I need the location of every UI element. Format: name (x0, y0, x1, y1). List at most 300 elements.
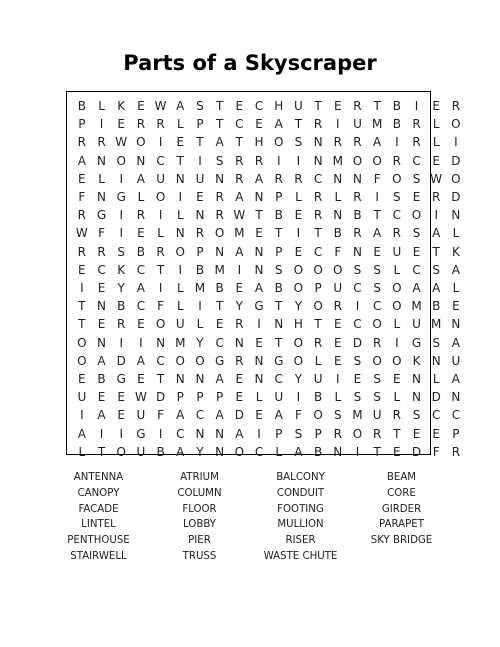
grid-letter[interactable]: C (353, 317, 362, 332)
grid-letter[interactable]: A (432, 281, 441, 296)
grid-letter[interactable]: R (215, 190, 224, 205)
grid-letter[interactable]: N (254, 244, 264, 259)
grid-letter[interactable]: A (254, 171, 264, 186)
grid-letter[interactable]: R (313, 335, 323, 350)
grid-letter[interactable]: K (117, 99, 126, 114)
grid-letter[interactable]: P (314, 426, 322, 441)
grid-letter[interactable]: S (215, 153, 224, 168)
grid-letter[interactable]: R (136, 117, 146, 132)
grid-letter[interactable]: O (313, 262, 323, 277)
grid-letter[interactable]: E (137, 226, 145, 241)
grid-letter[interactable]: I (119, 226, 123, 241)
grid-letter[interactable]: P (176, 390, 184, 405)
grid-letter[interactable]: S (353, 390, 362, 405)
grid-letter[interactable]: Y (294, 299, 303, 314)
grid-letter[interactable]: M (352, 408, 363, 423)
grid-letter[interactable]: A (235, 190, 244, 205)
grid-letter[interactable]: U (451, 353, 461, 368)
grid-letter[interactable]: P (196, 390, 204, 405)
grid-letter[interactable]: G (411, 335, 422, 350)
grid-letter[interactable]: C (432, 408, 441, 423)
grid-letter[interactable]: I (158, 208, 163, 223)
grid-letter[interactable]: N (175, 372, 185, 387)
grid-letter[interactable]: A (77, 153, 86, 168)
grid-letter[interactable]: E (412, 244, 421, 259)
grid-letter[interactable]: B (274, 208, 283, 223)
grid-letter[interactable]: I (296, 390, 301, 405)
grid-letter[interactable]: N (97, 299, 107, 314)
grid-letter[interactable]: T (314, 99, 322, 114)
grid-letter[interactable]: E (97, 317, 106, 332)
grid-letter[interactable]: U (392, 244, 402, 259)
grid-letter[interactable]: I (99, 426, 104, 441)
grid-letter[interactable]: E (255, 226, 263, 241)
grid-letter[interactable]: O (372, 317, 382, 332)
grid-letter[interactable]: L (196, 317, 204, 332)
grid-letter[interactable]: B (392, 117, 401, 132)
grid-letter[interactable]: O (313, 299, 323, 314)
grid-letter[interactable]: P (216, 390, 224, 405)
grid-letter[interactable]: L (393, 262, 401, 277)
grid-letter[interactable]: F (373, 171, 381, 186)
grid-letter[interactable]: S (294, 426, 303, 441)
grid-letter[interactable]: L (176, 208, 184, 223)
grid-letter[interactable]: N (215, 426, 225, 441)
grid-letter[interactable]: O (214, 226, 225, 241)
grid-letter[interactable]: I (395, 135, 399, 150)
grid-letter[interactable]: E (255, 335, 263, 350)
grid-letter[interactable]: A (215, 408, 224, 423)
grid-letter[interactable]: T (215, 299, 224, 314)
grid-letter[interactable]: C (97, 262, 106, 277)
grid-letter[interactable]: E (412, 426, 421, 441)
grid-letter[interactable]: P (196, 117, 204, 132)
grid-letter[interactable]: E (97, 390, 106, 405)
grid-letter[interactable]: I (178, 190, 183, 205)
grid-letter[interactable]: B (353, 208, 362, 223)
grid-letter[interactable]: H (254, 135, 264, 150)
grid-letter[interactable]: A (235, 426, 244, 441)
grid-letter[interactable]: R (392, 226, 402, 241)
grid-letter[interactable]: L (432, 117, 440, 132)
grid-letter[interactable]: P (314, 281, 322, 296)
grid-letter[interactable]: W (75, 226, 88, 241)
grid-letter[interactable]: A (77, 426, 86, 441)
grid-letter[interactable]: B (392, 99, 401, 114)
grid-letter[interactable]: L (275, 444, 283, 459)
grid-letter[interactable]: E (78, 262, 86, 277)
grid-letter[interactable]: B (215, 281, 224, 296)
grid-letter[interactable]: L (98, 99, 105, 114)
grid-letter[interactable]: T (373, 99, 381, 114)
grid-letter[interactable]: T (235, 135, 244, 150)
grid-letter[interactable]: C (254, 99, 264, 114)
grid-letter[interactable]: N (175, 226, 185, 241)
grid-letter[interactable]: E (78, 372, 86, 387)
grid-letter[interactable]: R (274, 171, 283, 186)
grid-letter[interactable]: U (77, 390, 87, 405)
grid-letter[interactable]: D (155, 390, 166, 405)
grid-letter[interactable]: B (313, 390, 323, 405)
grid-letter[interactable]: O (234, 444, 245, 459)
grid-letter[interactable]: C (136, 299, 146, 314)
letter-grid[interactable] (66, 91, 461, 459)
grid-letter[interactable]: T (373, 444, 381, 459)
grid-letter[interactable]: C (195, 408, 205, 423)
grid-letter[interactable]: F (157, 408, 165, 423)
grid-letter[interactable]: W (115, 135, 128, 150)
grid-letter[interactable]: S (412, 226, 421, 241)
grid-letter[interactable]: C (156, 353, 165, 368)
grid-letter[interactable]: E (333, 353, 342, 368)
grid-letter[interactable]: A (97, 408, 106, 423)
grid-letter[interactable]: O (451, 117, 461, 132)
grid-letter[interactable]: G (96, 208, 107, 223)
grid-letter[interactable]: N (412, 390, 422, 405)
grid-letter[interactable]: R (313, 208, 323, 223)
grid-letter[interactable]: C (313, 171, 323, 186)
grid-letter[interactable]: R (235, 153, 244, 168)
grid-letter[interactable]: I (158, 426, 163, 441)
grid-letter[interactable]: I (454, 135, 458, 150)
grid-letter[interactable]: L (176, 117, 184, 132)
grid-letter[interactable]: N (333, 171, 343, 186)
grid-letter[interactable]: Y (117, 281, 125, 296)
grid-letter[interactable]: R (117, 317, 126, 332)
grid-letter[interactable]: R (97, 135, 106, 150)
grid-letter[interactable]: S (196, 99, 204, 114)
grid-letter[interactable]: E (452, 299, 460, 314)
grid-letter[interactable]: L (137, 190, 145, 205)
grid-letter[interactable]: O (155, 317, 166, 332)
grid-letter[interactable]: R (353, 99, 362, 114)
grid-letter[interactable]: N (313, 153, 323, 168)
grid-letter[interactable]: U (353, 117, 362, 132)
grid-letter[interactable]: T (215, 117, 224, 132)
grid-letter[interactable]: A (136, 281, 146, 296)
grid-letter[interactable]: A (274, 117, 283, 132)
grid-letter[interactable]: R (235, 317, 244, 332)
grid-letter[interactable]: I (237, 262, 242, 277)
grid-letter[interactable]: E (333, 99, 342, 114)
grid-letter[interactable]: O (116, 153, 126, 168)
grid-letter[interactable]: U (372, 408, 382, 423)
grid-letter[interactable]: U (136, 408, 146, 423)
grid-letter[interactable]: O (273, 135, 284, 150)
grid-letter[interactable]: I (395, 335, 399, 350)
grid-letter[interactable]: L (393, 390, 401, 405)
grid-letter[interactable]: E (412, 190, 421, 205)
grid-letter[interactable]: T (176, 153, 184, 168)
grid-letter[interactable]: B (77, 99, 86, 114)
grid-letter[interactable]: L (432, 135, 440, 150)
grid-letter[interactable]: C (156, 153, 165, 168)
grid-letter[interactable]: F (78, 190, 86, 205)
grid-letter[interactable]: D (451, 153, 461, 168)
grid-letter[interactable]: O (392, 281, 402, 296)
grid-letter[interactable]: N (333, 208, 343, 223)
grid-letter[interactable]: N (333, 444, 343, 459)
grid-letter[interactable]: R (215, 208, 224, 223)
grid-letter[interactable]: C (136, 262, 146, 277)
grid-letter[interactable]: S (393, 190, 401, 205)
grid-letter[interactable]: R (235, 353, 244, 368)
grid-letter[interactable]: M (371, 117, 383, 132)
grid-letter[interactable]: K (451, 244, 460, 259)
grid-letter[interactable]: C (392, 208, 402, 223)
grid-letter[interactable]: T (275, 299, 283, 314)
grid-letter[interactable]: I (296, 153, 301, 168)
grid-letter[interactable]: N (97, 153, 107, 168)
grid-letter[interactable]: D (451, 190, 461, 205)
grid-letter[interactable]: I (355, 299, 360, 314)
grid-letter[interactable]: L (176, 299, 184, 314)
grid-letter[interactable]: M (332, 153, 343, 168)
grid-letter[interactable]: E (432, 99, 441, 114)
grid-letter[interactable]: R (313, 190, 323, 205)
grid-letter[interactable]: M (234, 226, 245, 241)
grid-letter[interactable]: S (432, 335, 441, 350)
grid-letter[interactable]: O (372, 353, 382, 368)
grid-letter[interactable]: U (175, 317, 185, 332)
grid-letter[interactable]: I (178, 262, 183, 277)
grid-letter[interactable]: R (313, 117, 323, 132)
grid-letter[interactable]: A (451, 372, 461, 387)
grid-letter[interactable]: R (294, 171, 303, 186)
grid-letter[interactable]: C (353, 281, 362, 296)
grid-letter[interactable]: O (392, 171, 402, 186)
grid-letter[interactable]: W (430, 171, 443, 186)
grid-letter[interactable]: B (136, 244, 146, 259)
grid-letter[interactable]: C (372, 299, 382, 314)
grid-letter[interactable]: P (275, 244, 283, 259)
grid-letter[interactable]: G (136, 426, 146, 441)
grid-letter[interactable]: A (412, 281, 421, 296)
grid-letter[interactable]: L (78, 444, 86, 459)
grid-letter[interactable]: E (432, 426, 441, 441)
grid-letter[interactable]: B (274, 281, 283, 296)
grid-letter[interactable]: I (375, 190, 379, 205)
grid-letter[interactable]: I (434, 208, 438, 223)
grid-letter[interactable]: O (313, 408, 323, 423)
grid-letter[interactable]: L (452, 226, 460, 241)
grid-letter[interactable]: M (175, 335, 186, 350)
grid-letter[interactable]: T (393, 426, 401, 441)
grid-letter[interactable]: N (431, 353, 441, 368)
grid-letter[interactable]: B (117, 299, 126, 314)
grid-letter[interactable]: P (196, 244, 204, 259)
grid-letter[interactable]: R (195, 226, 205, 241)
grid-letter[interactable]: N (195, 372, 205, 387)
grid-letter[interactable]: A (274, 408, 283, 423)
grid-letter[interactable]: H (274, 99, 284, 114)
grid-letter[interactable]: U (136, 444, 146, 459)
grid-letter[interactable]: A (451, 262, 461, 277)
grid-letter[interactable]: E (235, 390, 244, 405)
grid-letter[interactable]: E (235, 281, 244, 296)
grid-letter[interactable]: T (196, 135, 204, 150)
grid-letter[interactable]: G (274, 353, 284, 368)
grid-letter[interactable]: E (78, 171, 86, 186)
grid-letter[interactable]: R (254, 153, 264, 168)
grid-letter[interactable]: T (294, 117, 303, 132)
grid-letter[interactable]: O (392, 353, 402, 368)
grid-letter[interactable]: E (393, 444, 401, 459)
grid-letter[interactable]: O (195, 353, 205, 368)
grid-letter[interactable]: T (156, 372, 165, 387)
grid-letter[interactable]: T (275, 335, 283, 350)
grid-letter[interactable]: N (254, 190, 264, 205)
grid-letter[interactable]: N (195, 426, 205, 441)
grid-letter[interactable]: N (215, 444, 225, 459)
grid-letter[interactable]: R (432, 190, 441, 205)
grid-letter[interactable]: K (117, 262, 126, 277)
grid-letter[interactable]: R (333, 426, 342, 441)
grid-letter[interactable]: R (77, 244, 87, 259)
grid-letter[interactable]: U (156, 171, 165, 186)
grid-letter[interactable]: P (275, 426, 283, 441)
grid-letter[interactable]: E (353, 372, 362, 387)
grid-letter[interactable]: A (215, 372, 224, 387)
grid-letter[interactable]: A (176, 99, 185, 114)
grid-letter[interactable]: O (293, 353, 304, 368)
grid-letter[interactable]: G (116, 190, 126, 205)
grid-letter[interactable]: M (214, 262, 225, 277)
grid-letter[interactable]: T (275, 226, 283, 241)
grid-letter[interactable]: W (154, 99, 167, 114)
grid-letter[interactable]: T (156, 262, 165, 277)
grid-letter[interactable]: N (254, 372, 264, 387)
grid-letter[interactable]: A (176, 444, 185, 459)
grid-letter[interactable]: I (158, 135, 163, 150)
grid-letter[interactable]: I (414, 99, 419, 114)
grid-letter[interactable]: M (411, 299, 422, 314)
grid-letter[interactable]: O (293, 281, 304, 296)
grid-letter[interactable]: B (156, 444, 165, 459)
grid-letter[interactable]: A (235, 244, 244, 259)
grid-letter[interactable]: L (393, 317, 401, 332)
grid-letter[interactable]: T (215, 99, 224, 114)
grid-letter[interactable]: H (293, 317, 303, 332)
grid-letter[interactable]: S (294, 135, 303, 150)
grid-letter[interactable]: E (235, 372, 244, 387)
grid-letter[interactable]: W (233, 208, 246, 223)
grid-letter[interactable]: L (176, 281, 184, 296)
grid-letter[interactable]: L (334, 190, 342, 205)
grid-letter[interactable]: F (334, 244, 342, 259)
grid-letter[interactable]: R (451, 99, 461, 114)
grid-letter[interactable]: I (119, 208, 123, 223)
grid-letter[interactable]: N (136, 153, 146, 168)
grid-letter[interactable]: U (412, 317, 421, 332)
grid-letter[interactable]: D (431, 390, 441, 405)
grid-letter[interactable]: N (412, 372, 422, 387)
grid-letter[interactable]: N (97, 190, 107, 205)
grid-letter[interactable]: A (373, 135, 382, 150)
grid-letter[interactable]: N (234, 335, 244, 350)
grid-letter[interactable]: G (254, 299, 264, 314)
grid-letter[interactable]: E (432, 153, 441, 168)
grid-letter[interactable]: C (412, 262, 421, 277)
grid-letter[interactable]: G (215, 353, 225, 368)
grid-letter[interactable]: L (334, 390, 342, 405)
grid-letter[interactable]: L (98, 171, 105, 186)
grid-letter[interactable]: A (136, 171, 146, 186)
grid-letter[interactable]: U (313, 372, 323, 387)
grid-letter[interactable]: B (97, 372, 106, 387)
grid-letter[interactable]: O (77, 335, 87, 350)
grid-letter[interactable]: A (136, 353, 146, 368)
grid-letter[interactable]: N (352, 171, 362, 186)
grid-letter[interactable]: E (255, 117, 263, 132)
grid-letter[interactable]: U (274, 390, 284, 405)
grid-letter[interactable]: E (373, 244, 381, 259)
grid-letter[interactable]: R (333, 135, 342, 150)
grid-letter[interactable]: P (78, 117, 86, 132)
grid-letter[interactable]: C (176, 426, 185, 441)
grid-letter[interactable]: S (373, 372, 381, 387)
grid-letter[interactable]: S (117, 244, 126, 259)
grid-letter[interactable]: R (372, 335, 382, 350)
grid-letter[interactable]: I (119, 171, 123, 186)
grid-letter[interactable]: I (296, 226, 301, 241)
grid-letter[interactable]: O (411, 208, 422, 223)
grid-letter[interactable]: I (198, 299, 202, 314)
grid-letter[interactable]: N (215, 171, 225, 186)
grid-letter[interactable]: M (194, 281, 206, 296)
grid-letter[interactable]: A (176, 408, 185, 423)
grid-letter[interactable]: E (393, 372, 401, 387)
grid-letter[interactable]: S (274, 262, 283, 277)
grid-letter[interactable]: P (275, 190, 283, 205)
grid-letter[interactable]: P (452, 426, 460, 441)
grid-letter[interactable]: S (373, 390, 381, 405)
grid-letter[interactable]: S (353, 262, 362, 277)
grid-letter[interactable]: N (451, 208, 461, 223)
grid-letter[interactable]: S (412, 171, 421, 186)
grid-letter[interactable]: L (295, 190, 302, 205)
grid-letter[interactable]: C (215, 335, 224, 350)
grid-letter[interactable]: E (235, 99, 244, 114)
grid-letter[interactable]: D (411, 444, 422, 459)
grid-letter[interactable]: E (294, 208, 303, 223)
grid-letter[interactable]: E (117, 390, 126, 405)
grid-letter[interactable]: R (353, 226, 362, 241)
grid-letter[interactable]: O (77, 353, 87, 368)
grid-letter[interactable]: R (156, 244, 165, 259)
grid-letter[interactable]: D (234, 408, 244, 423)
grid-letter[interactable]: I (355, 444, 360, 459)
grid-letter[interactable]: U (333, 281, 343, 296)
grid-letter[interactable]: O (293, 335, 304, 350)
grid-letter[interactable]: I (119, 335, 123, 350)
grid-letter[interactable]: L (255, 390, 263, 405)
grid-letter[interactable]: A (215, 135, 224, 150)
grid-letter[interactable]: D (116, 353, 126, 368)
grid-letter[interactable]: E (117, 117, 126, 132)
grid-letter[interactable]: D (352, 335, 363, 350)
grid-letter[interactable]: T (373, 208, 381, 223)
grid-letter[interactable]: S (373, 281, 381, 296)
grid-letter[interactable]: B (432, 299, 441, 314)
grid-letter[interactable]: F (294, 408, 302, 423)
grid-letter[interactable]: N (451, 317, 461, 332)
grid-letter[interactable]: N (313, 135, 323, 150)
grid-letter[interactable]: L (452, 281, 460, 296)
grid-letter[interactable]: R (392, 408, 402, 423)
grid-letter[interactable]: R (77, 208, 87, 223)
grid-letter[interactable]: E (97, 281, 106, 296)
